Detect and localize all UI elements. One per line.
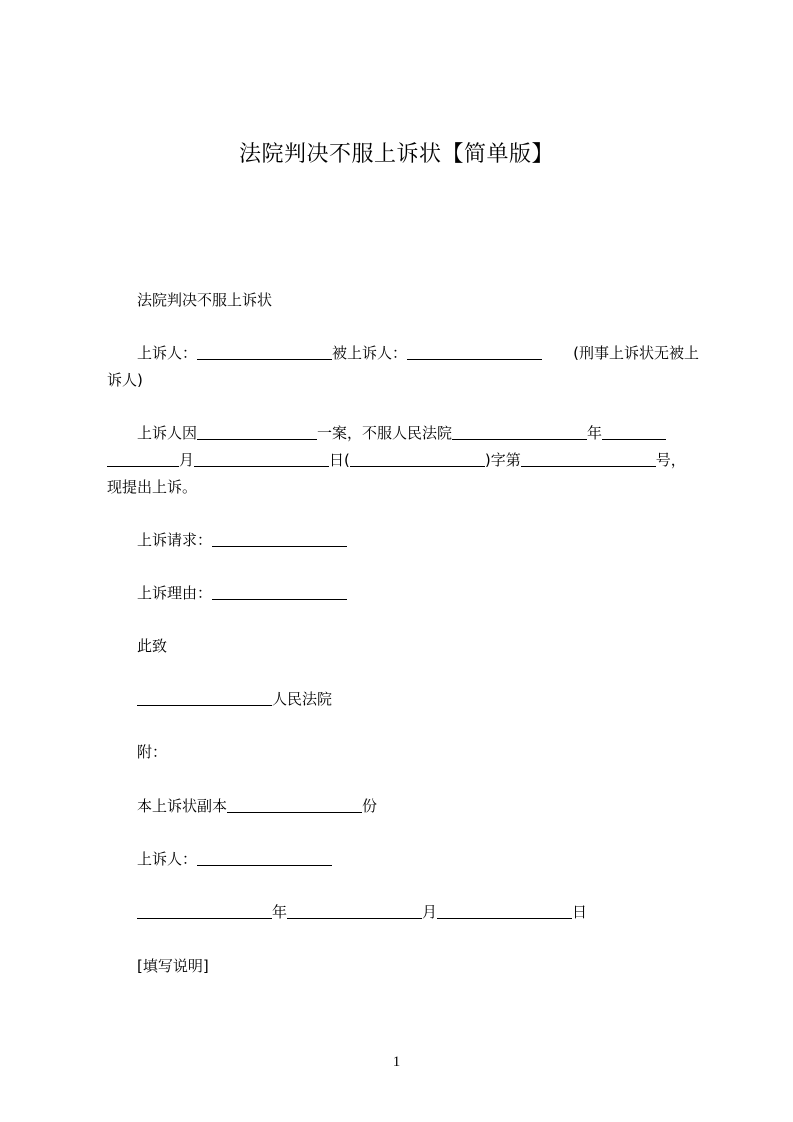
request-line bbox=[107, 527, 699, 554]
signer-blank[interactable] bbox=[197, 849, 332, 866]
reason-line bbox=[107, 580, 699, 607]
parties-line-cont bbox=[107, 367, 699, 394]
criminal-note-part2: 诉人) bbox=[107, 371, 143, 389]
appellee-blank[interactable] bbox=[407, 343, 542, 360]
year-blank[interactable] bbox=[602, 423, 666, 440]
date-month: 月 bbox=[422, 903, 438, 921]
appellee-label: 被上诉人： bbox=[332, 344, 408, 362]
attachment-line bbox=[107, 739, 699, 766]
case-mid: 一案，不服人民法院 bbox=[317, 424, 453, 442]
copy-prefix: 本上诉状副本 bbox=[137, 797, 228, 815]
criminal-note-part1: (刑事上诉状无被上 bbox=[573, 344, 699, 362]
day-paren: 日( bbox=[329, 451, 350, 469]
date-year-blank[interactable] bbox=[137, 902, 272, 919]
instructions: [填写说明] bbox=[137, 957, 209, 975]
salutation: 此致 bbox=[137, 637, 168, 655]
appeal-now: 现提出上诉。 bbox=[107, 478, 198, 496]
copy-suffix: 份 bbox=[362, 797, 378, 815]
month-label: 月 bbox=[179, 451, 195, 469]
case-line-cont bbox=[107, 447, 699, 474]
month-blank[interactable] bbox=[194, 450, 329, 467]
signer-line bbox=[107, 846, 699, 873]
page-number: 1 bbox=[392, 1054, 401, 1070]
date-day: 日 bbox=[572, 903, 588, 921]
appellant-label: 上诉人： bbox=[137, 344, 198, 362]
word-blank[interactable] bbox=[350, 450, 485, 467]
case-intro: 上诉人因 bbox=[137, 424, 198, 442]
salutation-line bbox=[107, 633, 699, 660]
case-line bbox=[107, 420, 699, 447]
date-line bbox=[107, 899, 699, 926]
court-line bbox=[107, 686, 699, 713]
number-suffix: 号， bbox=[655, 451, 686, 469]
instructions-line bbox=[107, 953, 699, 980]
word-no: )字第 bbox=[484, 451, 521, 469]
year-blank-cont[interactable] bbox=[107, 450, 179, 467]
appellant-blank[interactable] bbox=[197, 343, 332, 360]
attachment-label: 附： bbox=[137, 743, 168, 761]
document-heading bbox=[107, 287, 699, 314]
reason-label: 上诉理由： bbox=[137, 584, 213, 602]
copy-line bbox=[107, 793, 699, 820]
date-year: 年 bbox=[272, 903, 288, 921]
court-name-blank[interactable] bbox=[452, 423, 587, 440]
heading-text: 法院判决不服上诉状 bbox=[137, 291, 273, 309]
number-blank[interactable] bbox=[521, 450, 656, 467]
copy-count-blank[interactable] bbox=[227, 796, 362, 813]
request-blank[interactable] bbox=[212, 530, 347, 547]
court-suffix: 人民法院 bbox=[272, 690, 333, 708]
date-day-blank[interactable] bbox=[437, 902, 572, 919]
reason-blank[interactable] bbox=[212, 583, 347, 600]
court-blank[interactable] bbox=[137, 689, 272, 706]
appeal-line bbox=[107, 474, 699, 501]
date-month-blank[interactable] bbox=[287, 902, 422, 919]
parties-line bbox=[107, 340, 699, 367]
document-title: 法院判决不服上诉状【简单版】 bbox=[238, 142, 554, 167]
case-name-blank[interactable] bbox=[197, 423, 317, 440]
request-label: 上诉请求： bbox=[137, 531, 213, 549]
year-label: 年 bbox=[587, 424, 603, 442]
signer-label: 上诉人： bbox=[137, 850, 198, 868]
